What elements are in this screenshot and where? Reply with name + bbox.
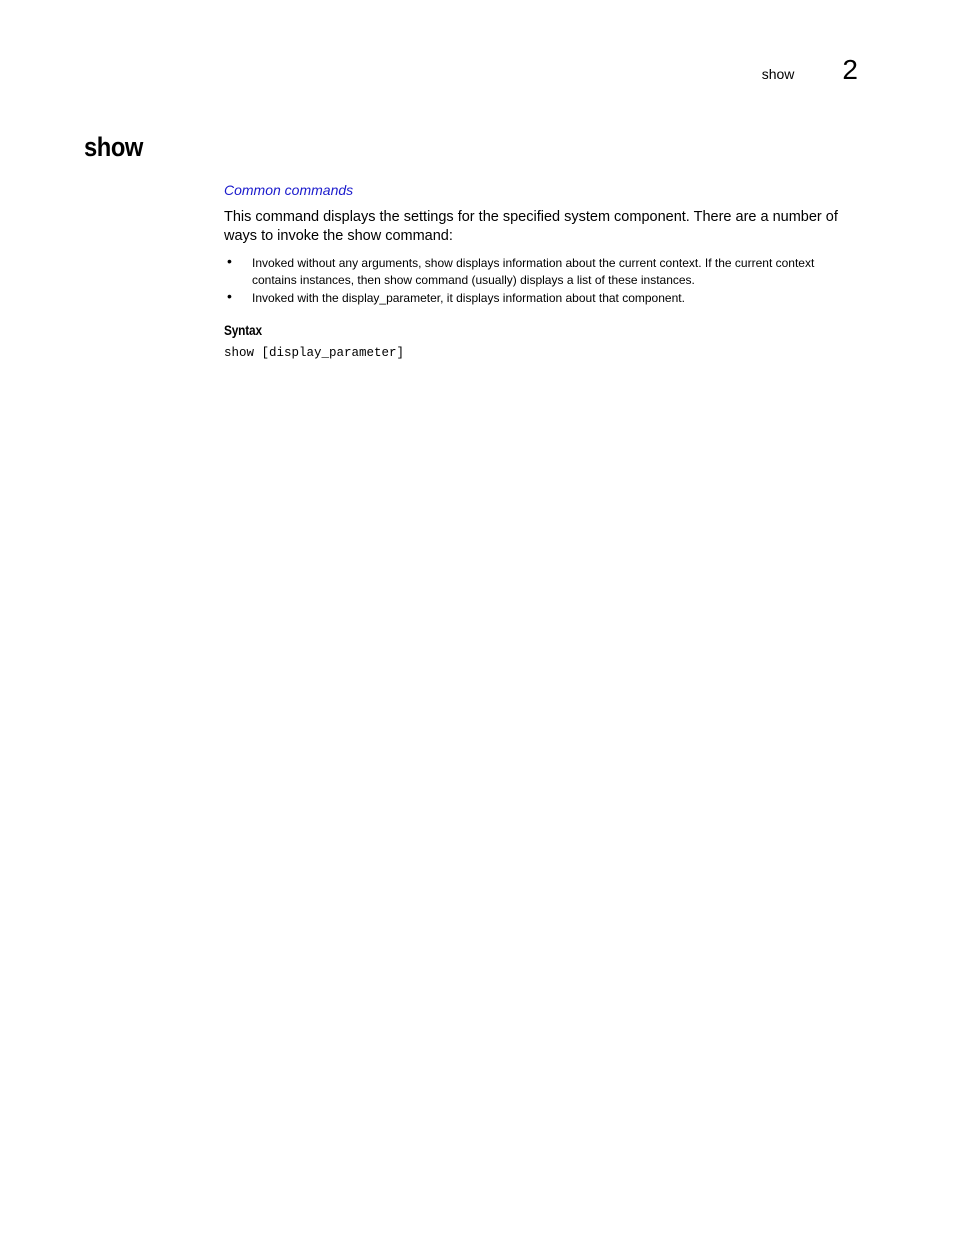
running-title: show: [761, 66, 795, 82]
page-title: show: [84, 132, 143, 162]
content: [224, 182, 860, 360]
list-item: [224, 290, 860, 307]
chapter-number: 2: [842, 54, 858, 85]
intro-paragraph: This command displays the settings for the specified system component. There are a number of ways to invoke the show command:: [224, 209, 838, 244]
bullet-icon: •: [227, 288, 232, 304]
syntax-code: show [display_parameter]: [224, 346, 405, 360]
list-item-text: Invoked with the display_parameter, it displays information about that component.: [252, 291, 685, 305]
bullet-list: [224, 255, 860, 307]
running-header: [762, 56, 858, 84]
list-item: [224, 255, 860, 289]
bullet-icon: •: [227, 253, 232, 269]
syntax-heading: Syntax: [224, 323, 262, 338]
category-link[interactable]: Common commands: [224, 182, 354, 198]
list-item-text: Invoked without any arguments, show displays information about the current context. If the current context contains instances, then show command (usually) displays a list of these instances.: [252, 256, 815, 287]
